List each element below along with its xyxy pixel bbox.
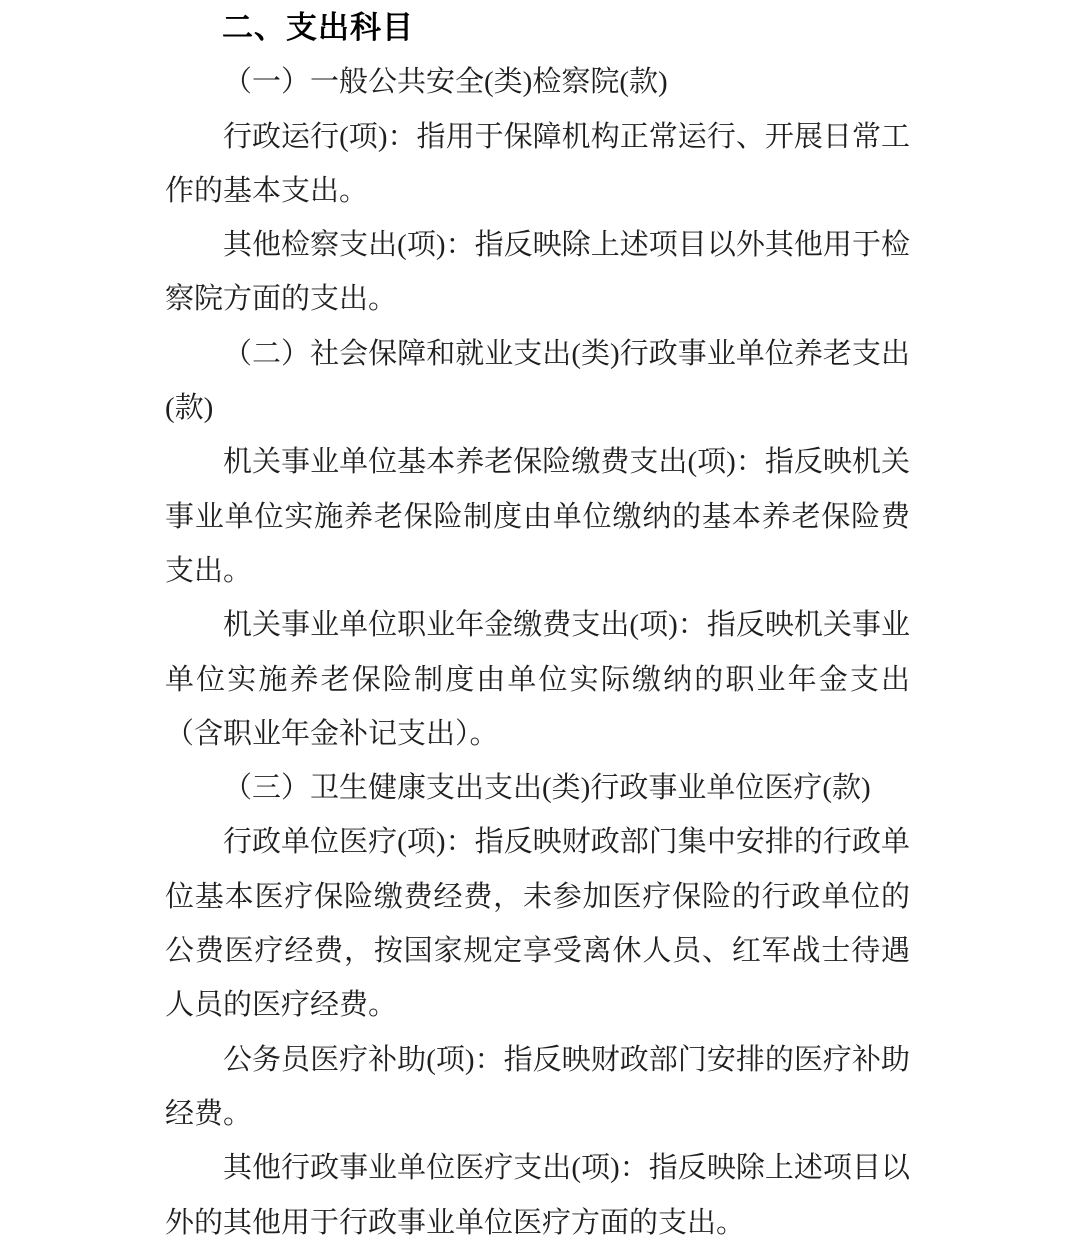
paragraph: （三）卫生健康支出支出(类)行政事业单位医疗(款)	[223, 772, 871, 805]
paragraph: 机关事业单位基本养老保险缴费支出(项)：指反映机关事业单位实施养老保险制度由单位缴纳的基本养老保险费支出。	[165, 446, 910, 587]
section-heading: 二、支出科目	[222, 10, 414, 45]
paragraph: 公务员医疗补助(项)：指反映财政部门安排的医疗补助经费。	[165, 1043, 910, 1130]
paragraph: 行政单位医疗(项)：指反映财政部门集中安排的行政单位基本医疗保险缴费经费，未参加医疗保险的行政单位的公费医疗经费，按国家规定享受离休人员、红军战士待遇人员的医疗经费。	[165, 826, 910, 1022]
paragraph: （一）一般公共安全(类)检察院(款)	[223, 66, 668, 99]
paragraph: 其他行政事业单位医疗支出(项)：指反映除上述项目以外的其他用于行政事业单位医疗方面的支出。	[165, 1152, 910, 1239]
paragraph: 其他检察支出(项)：指反映除上述项目以外其他用于检察院方面的支出。	[165, 229, 910, 316]
paragraph: （二）社会保障和就业支出(类)行政事业单位养老支出(款)	[165, 337, 910, 425]
paragraph: 机关事业单位职业年金缴费支出(项)：指反映机关事业单位实施养老保险制度由单位实际缴纳的职业年金支出（含职业年金补记支出）。	[165, 609, 910, 750]
paragraph: 行政运行(项)：指用于保障机构正常运行、开展日常工作的基本支出。	[165, 120, 910, 207]
